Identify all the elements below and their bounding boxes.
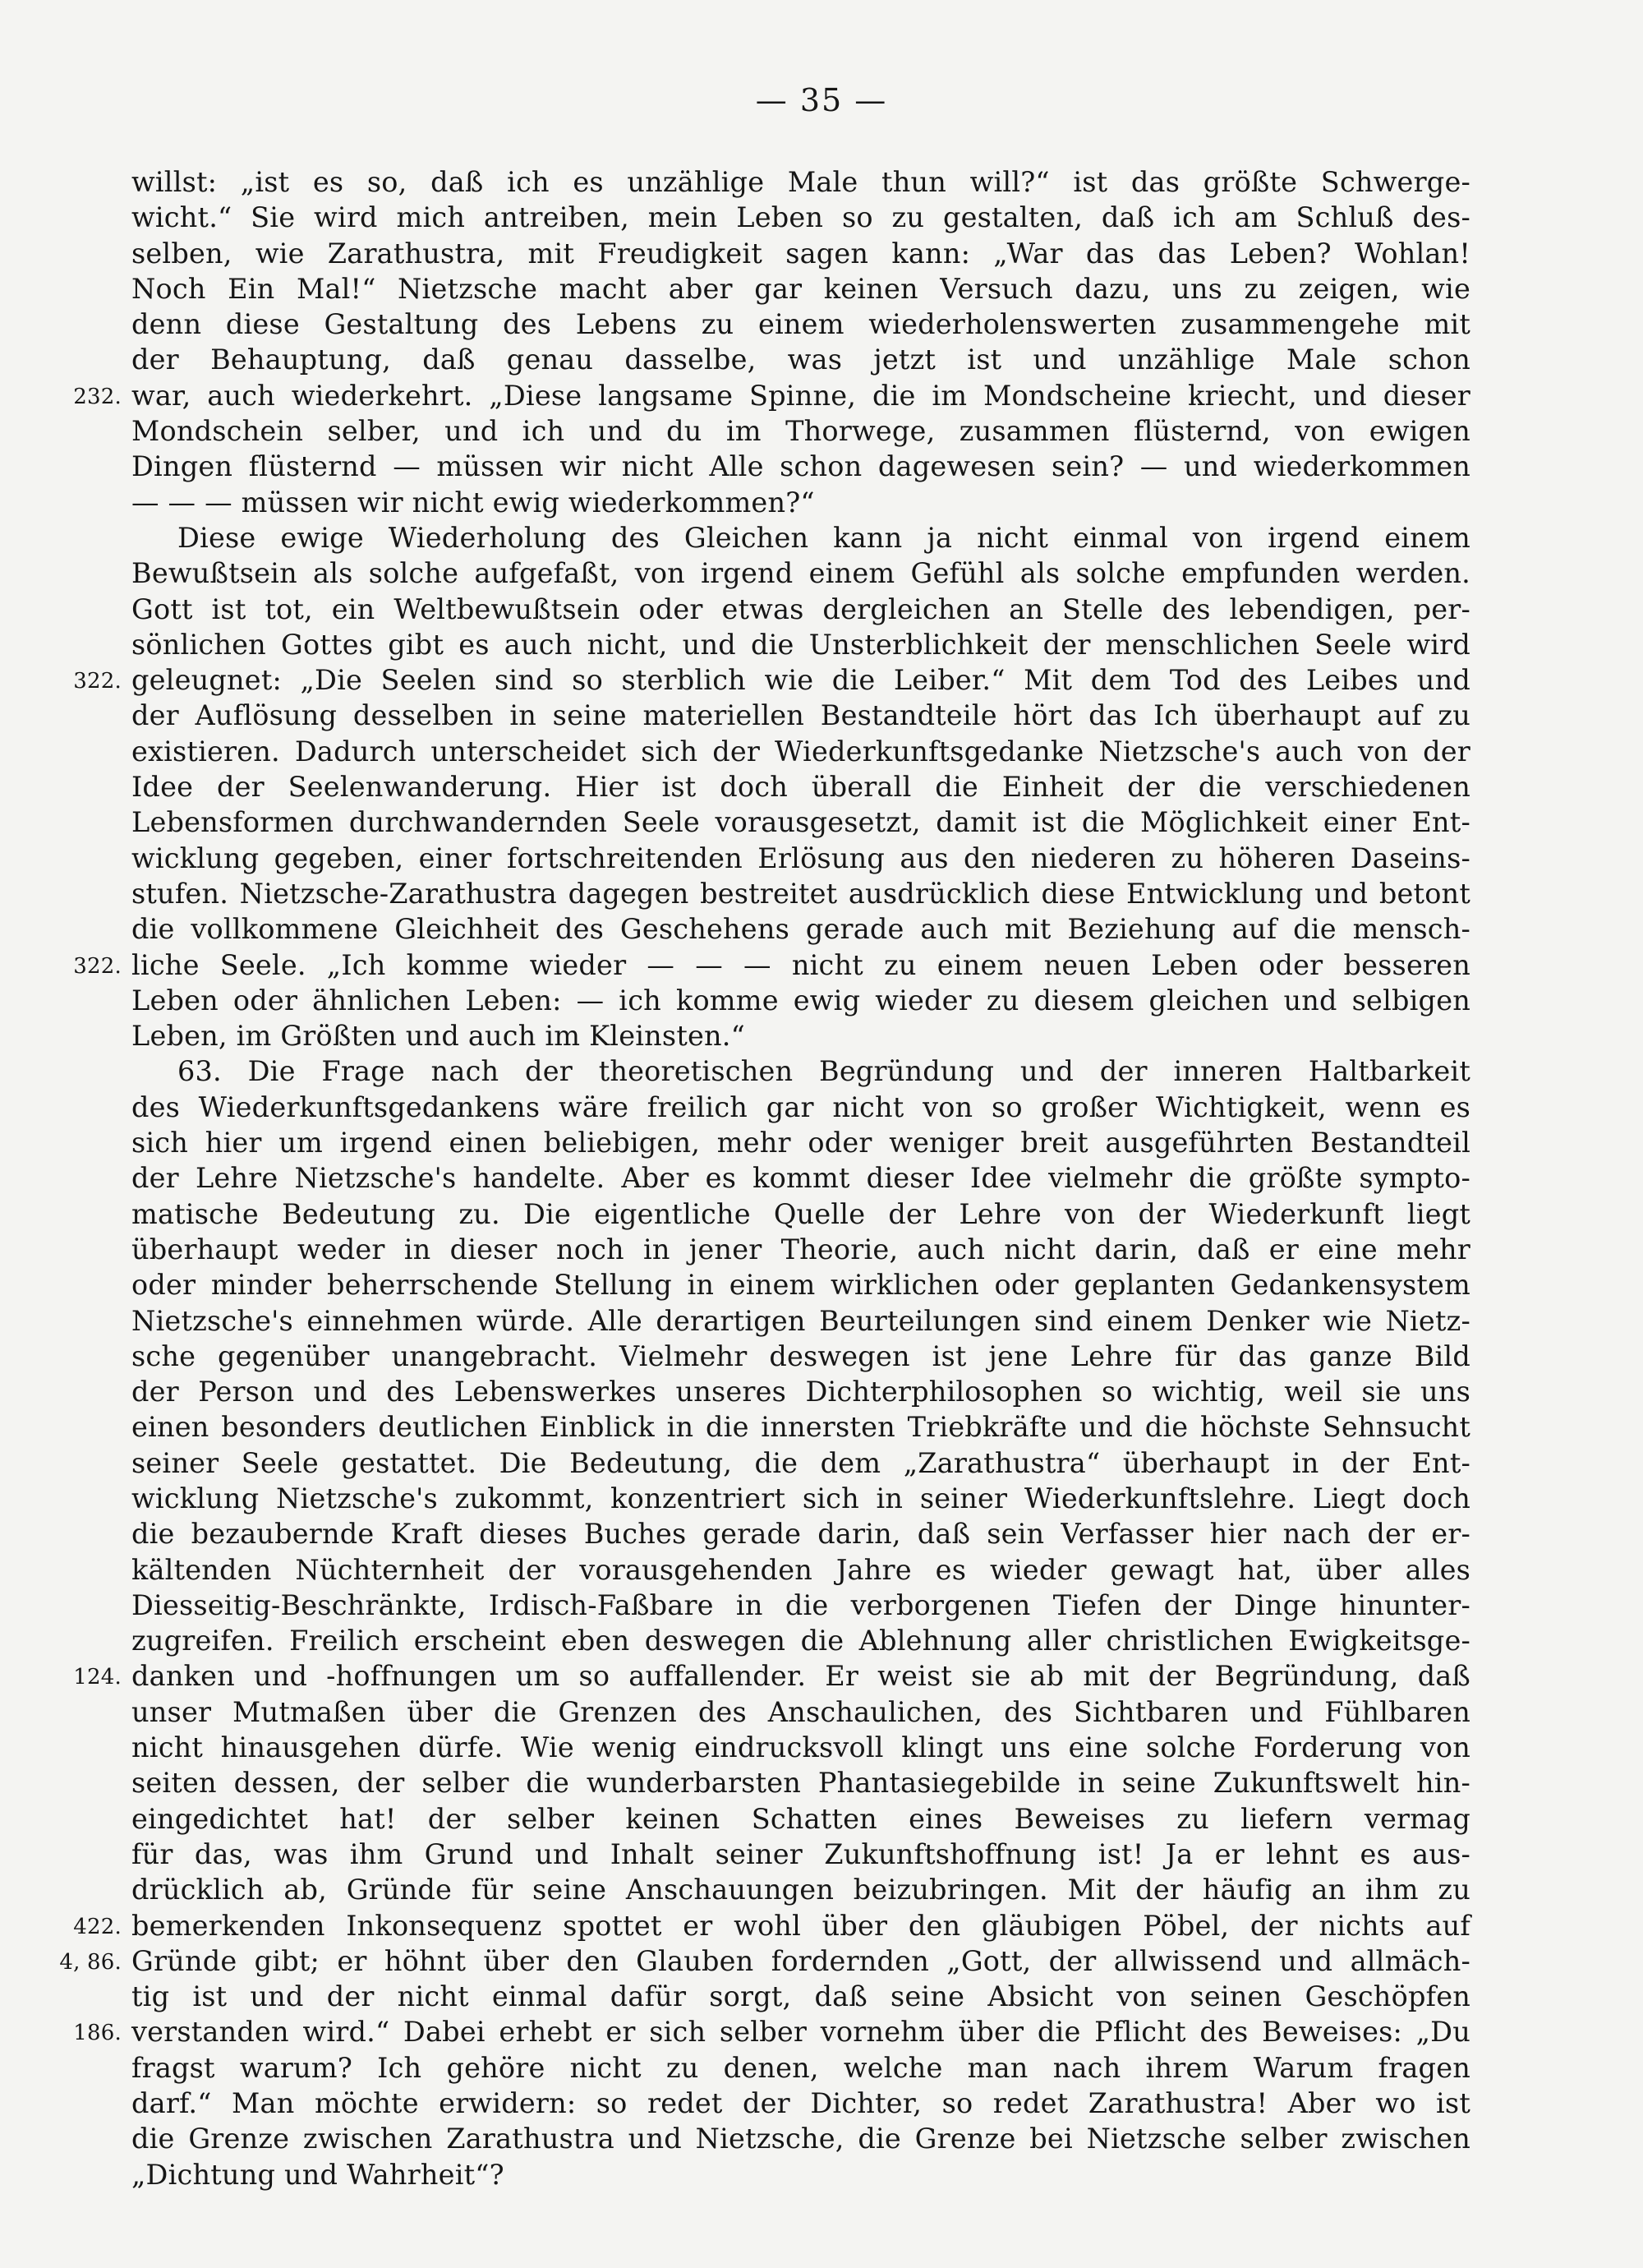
text-line bbox=[131, 555, 1470, 591]
text-line bbox=[131, 876, 1470, 911]
text-line bbox=[131, 698, 1470, 733]
line-text: existieren. Dadurch unterscheidet sich der Wiederkunftsgedanke Nietzsche's auch von der bbox=[131, 735, 1470, 768]
text-line bbox=[131, 734, 1470, 769]
line-text: der Behauptung, daß genau dasselbe, was jetzt ist und unzählige Male schon bbox=[131, 343, 1470, 376]
text-line bbox=[131, 271, 1470, 307]
line-text: sich hier um irgend einen beliebigen, mehr oder weniger breit ausgeführten Bestandteil bbox=[131, 1127, 1470, 1159]
text-line bbox=[131, 2157, 1470, 2192]
text-line bbox=[131, 307, 1470, 342]
line-text: eingedichtet hat! der selber keinen Schatten eines Beweises zu liefern vermag bbox=[131, 1802, 1470, 1835]
text-line bbox=[131, 1303, 1470, 1339]
line-text: Lebensformen durchwandernden Seele vorausgesetzt, damit ist die Möglichkeit einer Ent- bbox=[131, 806, 1470, 839]
text-line bbox=[131, 1588, 1470, 1623]
text-line bbox=[131, 1801, 1470, 1837]
text-line bbox=[73, 1908, 1470, 1943]
text-line bbox=[131, 804, 1470, 840]
line-text: unser Mutmaßen über die Grenzen des Anschaulichen, des Sichtbaren und Fühlbaren bbox=[131, 1695, 1470, 1728]
line-text: für das, was ihm Grund und Inhalt seiner Zukunftshoffnung ist! Ja er lehnt es aus- bbox=[131, 1837, 1470, 1870]
text-line bbox=[131, 1339, 1470, 1374]
text-line bbox=[131, 1267, 1470, 1302]
line-text: wicht.“ Sie wird mich antreiben, mein Leben so zu gestalten, daß ich am Schluß des- bbox=[131, 201, 1470, 234]
text-line bbox=[131, 1053, 1470, 1089]
text-line bbox=[131, 520, 1470, 555]
text-line bbox=[131, 592, 1470, 627]
text-line bbox=[131, 983, 1470, 1018]
line-text: sönlichen Gottes gibt es auch nicht, und die Unsterblichkeit der menschlichen Seele wird bbox=[131, 628, 1470, 661]
text-line bbox=[131, 1445, 1470, 1481]
text-line bbox=[131, 449, 1470, 484]
line-text: oder minder beherrschende Stellung in einem wirklichen oder geplanten Gedankensystem bbox=[131, 1269, 1470, 1302]
line-text: Mondschein selber, und ich und du im Thorwege, zusammen flüsternd, von ewigen bbox=[131, 415, 1470, 448]
line-text: die Grenze zwischen Zarathustra und Nietzsche, die Grenze bei Nietzsche selber zwischen bbox=[131, 2123, 1470, 2155]
text-line bbox=[73, 378, 1470, 413]
line-text: seiner Seele gestattet. Die Bedeutung, die dem „Zarathustra“ überhaupt in der Ent- bbox=[131, 1446, 1470, 1479]
text-line bbox=[131, 1516, 1470, 1551]
line-text: drücklich ab, Gründe für seine Anschauungen beizubringen. Mit der häufig an ihm zu bbox=[131, 1874, 1470, 1906]
line-text: darf.“ Man möchte erwidern: so redet der Dichter, so redet Zarathustra! Aber wo ist bbox=[131, 2087, 1470, 2120]
text-line bbox=[131, 236, 1470, 271]
text-line bbox=[131, 485, 1470, 520]
text-line bbox=[131, 1979, 1470, 2014]
text-line bbox=[73, 1658, 1470, 1694]
body-text bbox=[59, 164, 1470, 2192]
text-line bbox=[131, 1160, 1470, 1196]
margin-reference: 124. bbox=[73, 1665, 122, 1690]
line-text: wicklung gegeben, einer fortschreitenden Erlösung aus den niederen zu höheren Daseins- bbox=[131, 841, 1470, 874]
text-line bbox=[131, 1481, 1470, 1516]
line-text: der Auflösung desselben in seine materiellen Bestandteile hört das Ich überhaupt auf zu bbox=[131, 699, 1470, 732]
margin-reference: 422. bbox=[73, 1914, 122, 1939]
line-text: stufen. Nietzsche-Zarathustra dagegen bestreitet ausdrücklich diese Entwicklung und betont bbox=[131, 877, 1470, 910]
line-text: matische Bedeutung zu. Die eigentliche Quelle der Lehre von der Wiederkunft liegt bbox=[131, 1197, 1470, 1230]
line-text: Gründe gibt; er höhnt über den Glauben fordernden „Gott, der allwissend und allmäch- bbox=[131, 1944, 1470, 1977]
line-text: verstanden wird.“ Dabei erhebt er sich selber vornehm über die Pflicht des Beweises: „Du bbox=[131, 2016, 1470, 2049]
line-text: seiten dessen, der selber die wunderbarsten Phantasiegebilde in seine Zukunftswelt hin- bbox=[131, 1767, 1470, 1800]
line-text: danken und -hoffnungen um so auffallender. Er weist sie ab mit der Begründung, daß bbox=[131, 1660, 1470, 1693]
line-text: die bezaubernde Kraft dieses Buches gerade darin, daß sein Verfasser hier nach der er- bbox=[131, 1518, 1470, 1551]
line-text: Leben oder ähnlichen Leben: — ich komme ewig wieder zu diesem gleichen und selbigen bbox=[131, 984, 1470, 1016]
text-line bbox=[131, 769, 1470, 804]
line-text: 63. Die Frage nach der theoretischen Begründung und der inneren Haltbarkeit bbox=[177, 1055, 1470, 1088]
text-line bbox=[131, 911, 1470, 947]
text-line bbox=[59, 1943, 1470, 1979]
line-text: einen besonders deutlichen Einblick in die innersten Triebkräfte und die höchste Sehnsucht bbox=[131, 1411, 1470, 1444]
margin-reference: 322. bbox=[73, 953, 122, 979]
line-text: selben, wie Zarathustra, mit Freudigkeit sagen kann: „War das das Leben? Wohlan! bbox=[131, 237, 1470, 270]
line-text: war, auch wiederkehrt. „Diese langsame Spinne, die im Mondscheine kriecht, und dieser bbox=[131, 379, 1470, 412]
text-line bbox=[131, 2121, 1470, 2156]
text-line bbox=[131, 413, 1470, 449]
text-line bbox=[73, 662, 1470, 698]
text-line bbox=[131, 1552, 1470, 1588]
text-line bbox=[131, 200, 1470, 235]
line-text: denn diese Gestaltung des Lebens zu einem wiederholenswerten zusammengehe mit bbox=[131, 308, 1470, 341]
line-text: „Dichtung und Wahrheit“? bbox=[131, 2158, 504, 2191]
margin-reference: 232. bbox=[73, 384, 122, 409]
text-line bbox=[131, 2086, 1470, 2121]
line-text: Leben, im Größten und auch im Kleinsten.“ bbox=[131, 1020, 745, 1053]
text-line bbox=[131, 1090, 1470, 1125]
text-line bbox=[131, 2050, 1470, 2086]
text-line bbox=[131, 1872, 1470, 1907]
page-number: — 35 — bbox=[755, 82, 888, 118]
text-line bbox=[131, 1196, 1470, 1232]
text-line bbox=[131, 1125, 1470, 1160]
text-line bbox=[131, 164, 1470, 200]
line-text: die vollkommene Gleichheit des Geschehens gerade auch mit Beziehung auf die mensch- bbox=[131, 913, 1470, 946]
line-text: Bewußtsein als solche aufgefaßt, von irgend einem Gefühl als solche empfunden werden. bbox=[131, 557, 1470, 590]
line-text: Idee der Seelenwanderung. Hier ist doch überall die Einheit der die verschiedenen bbox=[131, 771, 1470, 804]
text-line bbox=[131, 1837, 1470, 1872]
line-text: nicht hinausgehen dürfe. Wie wenig eindrucksvoll klingt uns eine solche Forderung von bbox=[131, 1731, 1470, 1764]
line-text: Diesseitig-Beschränkte, Irdisch-Faßbare in die verborgenen Tiefen der Dinge hinunter- bbox=[131, 1588, 1470, 1621]
line-text: der Lehre Nietzsche's handelte. Aber es kommt dieser Idee vielmehr die größte sympto- bbox=[131, 1162, 1470, 1195]
line-text: Noch Ein Mal!“ Nietzsche macht aber gar keinen Versuch dazu, uns zu zeigen, wie bbox=[131, 272, 1470, 305]
text-line bbox=[131, 841, 1470, 876]
line-text: überhaupt weder in dieser noch in jener Theorie, auch nicht darin, daß er eine mehr bbox=[131, 1233, 1470, 1265]
line-text: fragst warum? Ich gehöre nicht zu denen, welche man nach ihrem Warum fragen bbox=[131, 2051, 1470, 2084]
line-text: kältenden Nüchternheit der vorausgehenden Jahre es wieder gewagt hat, über alles bbox=[131, 1553, 1470, 1586]
line-text: wicklung Nietzsche's zukommt, konzentriert sich in seiner Wiederkunftslehre. Liegt doch bbox=[131, 1482, 1470, 1514]
line-text: sche gegenüber unangebracht. Vielmehr deswegen ist jene Lehre für das ganze Bild bbox=[131, 1339, 1470, 1372]
line-text: der Person und des Lebenswerkes unseres Dichterphilosophen so wichtig, weil sie uns bbox=[131, 1376, 1470, 1408]
text-line bbox=[73, 2014, 1470, 2049]
line-text: willst: „ist es so, daß ich es unzählige Male thun will?“ ist das größte Schwerge- bbox=[131, 166, 1470, 198]
line-text: liche Seele. „Ich komme wieder — — — nicht zu einem neuen Leben oder besseren bbox=[131, 948, 1470, 981]
text-line bbox=[131, 1765, 1470, 1800]
line-text: Diese ewige Wiederholung des Gleichen kann ja nicht einmal von irgend einem bbox=[177, 521, 1470, 554]
text-line bbox=[131, 627, 1470, 662]
text-line bbox=[131, 1623, 1470, 1658]
line-text: — — — müssen wir nicht ewig wiederkommen?“ bbox=[131, 486, 815, 519]
line-text: Nietzsche's einnehmen würde. Alle derartigen Beurteilungen sind einem Denker wie Nietz- bbox=[131, 1304, 1470, 1337]
line-text: des Wiederkunftsgedankens wäre freilich gar nicht von so großer Wichtigkeit, wenn es bbox=[131, 1090, 1470, 1123]
line-text: zugreifen. Freilich erscheint eben deswegen die Ablehnung aller christlichen Ewigkeitsge- bbox=[131, 1625, 1470, 1657]
text-line bbox=[131, 342, 1470, 377]
line-text: Dingen flüsternd — müssen wir nicht Alle schon dagewesen sein? — und wiederkommen bbox=[131, 450, 1470, 483]
line-text: geleugnet: „Die Seelen sind so sterblich wie die Leiber.“ Mit dem Tod des Leibes und bbox=[131, 664, 1470, 697]
text-line bbox=[131, 1694, 1470, 1730]
line-text: Gott ist tot, ein Weltbewußtsein oder etwas dergleichen an Stelle des lebendigen, per- bbox=[131, 592, 1470, 625]
line-text: bemerkenden Inkonsequenz spottet er wohl über den gläubigen Pöbel, der nichts auf bbox=[131, 1909, 1470, 1942]
text-line bbox=[73, 947, 1470, 983]
margin-reference: 4, 86. bbox=[59, 1949, 122, 1975]
margin-reference: 322. bbox=[73, 669, 122, 694]
margin-reference: 186. bbox=[73, 2021, 122, 2046]
text-line bbox=[131, 1018, 1470, 1053]
line-text: tig ist und der nicht einmal dafür sorgt, daß seine Absicht von seinen Geschöpfen bbox=[131, 1980, 1470, 2013]
text-line bbox=[131, 1409, 1470, 1445]
text-line bbox=[131, 1232, 1470, 1267]
text-line bbox=[131, 1374, 1470, 1409]
text-line bbox=[131, 1730, 1470, 1765]
